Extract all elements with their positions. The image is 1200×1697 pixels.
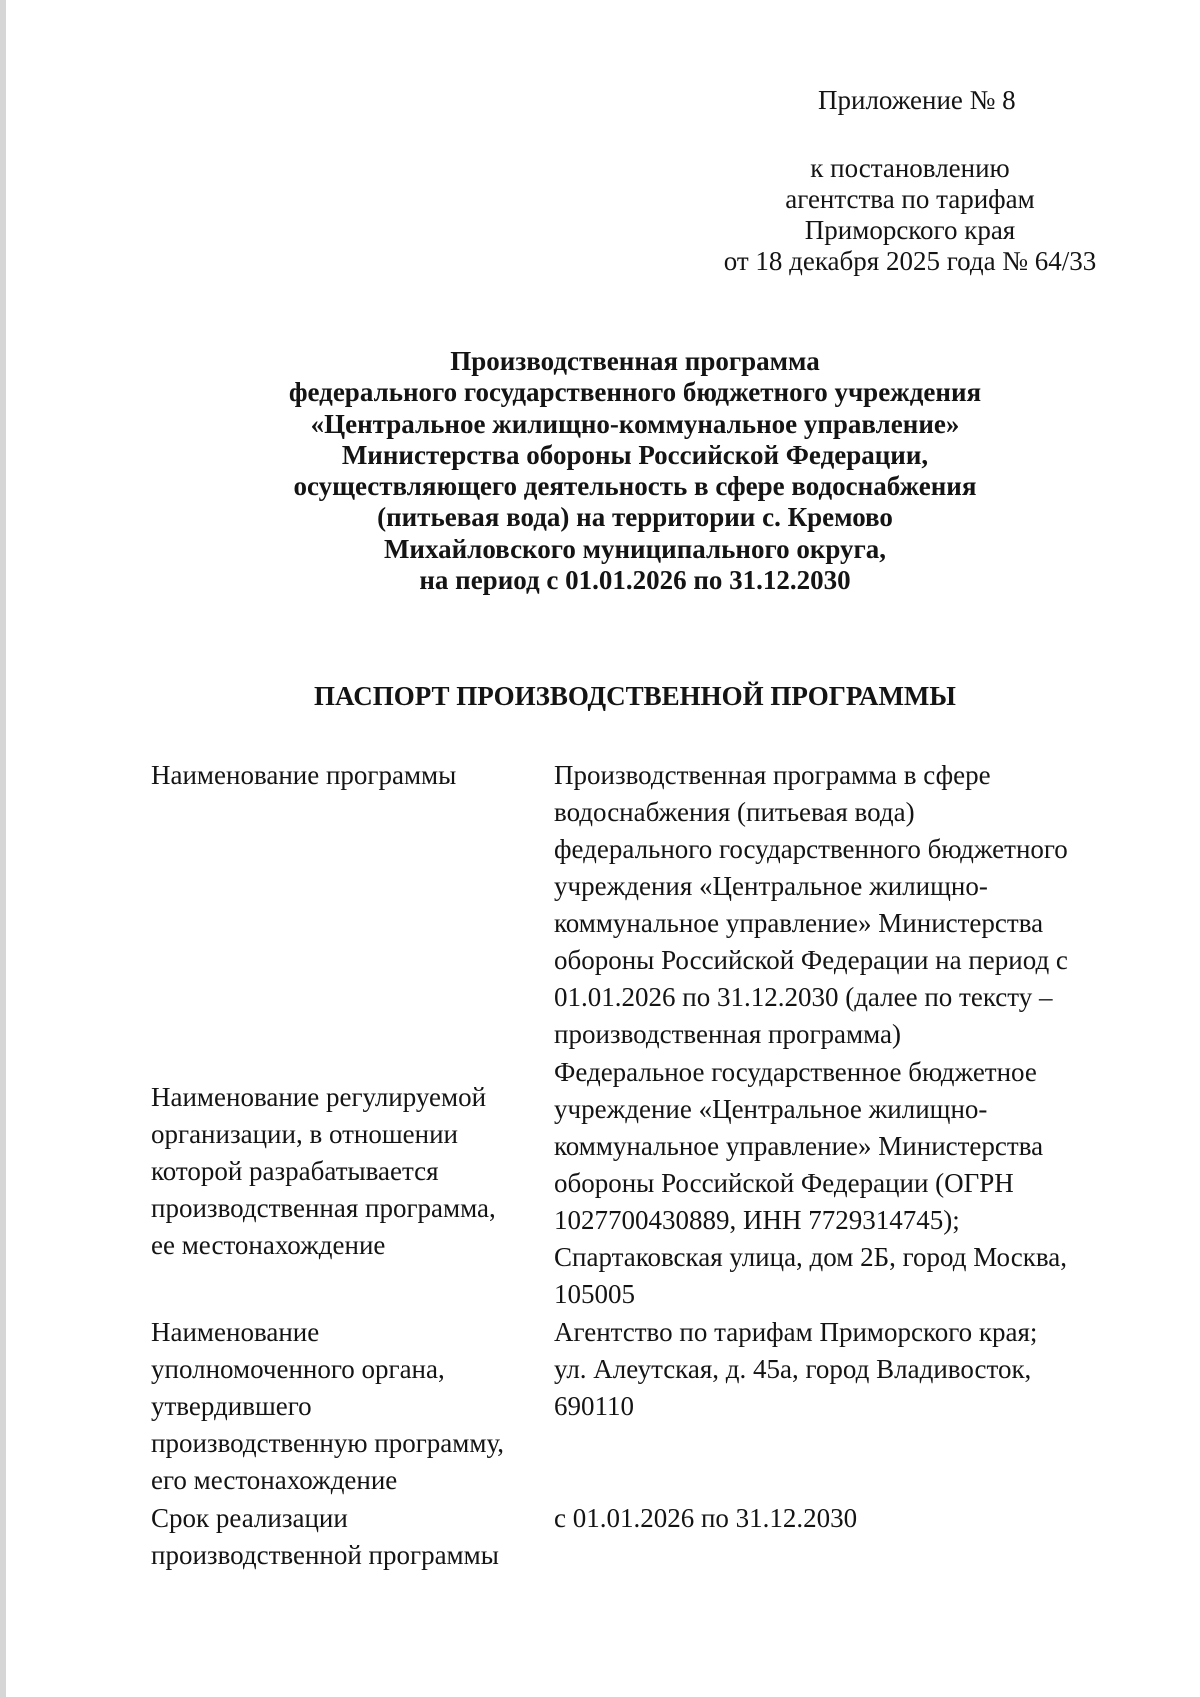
title-line: (питьевая вода) на территории с. Кремово: [377, 502, 893, 533]
value-line: Федеральное государственное бюджетное: [554, 1057, 1037, 1087]
decree-line: агентства по тарифам: [785, 184, 1035, 214]
row-label: [151, 1314, 531, 1499]
passport-heading: ПАСПОРТ ПРОИЗВОДСТВЕННОЙ ПРОГРАММЫ: [314, 681, 956, 711]
title-line: Производственная программа: [450, 346, 820, 376]
label-line: Наименование: [151, 1317, 320, 1347]
decree-line: к постановлению: [810, 153, 1010, 183]
label-line: производственную программу,: [151, 1428, 504, 1458]
value-line: 1027700430889, ИНН 7729314745);: [554, 1205, 960, 1235]
row-label: [151, 1079, 531, 1264]
value-line: 01.01.2026 по 31.12.2030 (далее по тексту –: [554, 982, 1053, 1012]
value-line: 105005: [554, 1279, 635, 1309]
row-value: [554, 1054, 1114, 1313]
label-line: ее местонахождение: [151, 1230, 386, 1260]
value-line: федерального государственного бюджетного: [554, 834, 1068, 864]
appendix-number: Приложение № 8: [818, 85, 1016, 115]
row-label: [151, 1500, 531, 1574]
value-line: учреждения «Центральное жилищно-: [554, 871, 988, 901]
value-line: Спартаковская улица, дом 2Б, город Москва,: [554, 1242, 1067, 1272]
label-line: производственной программы: [151, 1540, 499, 1570]
value-line: с 01.01.2026 по 31.12.2030: [554, 1503, 858, 1533]
title-line: на период с 01.01.2026 по 31.12.2030: [419, 565, 851, 596]
title-line: «Центральное жилищно-коммунальное управление»: [310, 408, 960, 439]
value-line: обороны Российской Федерации (ОГРН: [554, 1168, 1014, 1198]
value-line: коммунальное управление» Министерства: [554, 908, 1044, 938]
decree-reference: [700, 153, 1120, 277]
value-line: водоснабжения (питьевая вода): [554, 797, 915, 827]
value-line: Агентство по тарифам Приморского края;: [554, 1317, 1038, 1347]
title-line: федерального государственного бюджетного учреждения: [288, 377, 982, 408]
row-value: [554, 757, 1114, 1053]
value-line: 690110: [554, 1391, 634, 1421]
label-line: организации, в отношении: [151, 1119, 458, 1149]
label-line: которой разрабатывается: [151, 1156, 439, 1186]
row-value: [554, 1314, 1114, 1425]
row-label: [151, 757, 531, 794]
row-value: [554, 1500, 1114, 1537]
title-line: Министерства обороны Российской Федерации,: [341, 439, 929, 470]
value-line: обороны Российской Федерации на период с: [554, 945, 1068, 975]
decree-line: Приморского края: [804, 215, 1016, 245]
label-line: Наименование программы: [151, 760, 457, 790]
label-line: Срок реализации: [151, 1503, 348, 1533]
value-line: ул. Алеутская, д. 45а, город Владивосток,: [554, 1354, 1032, 1384]
value-line: производственная программа): [554, 1019, 901, 1049]
label-line: Наименование регулируемой: [151, 1082, 487, 1112]
title-line: осуществляющего деятельность в сфере водоснабжения: [293, 471, 977, 502]
label-line: утвердившего: [151, 1391, 312, 1421]
value-line: учреждение «Центральное жилищно-: [554, 1094, 988, 1124]
label-line: его местонахождение: [151, 1465, 398, 1495]
value-line: Производственная программа в сфере: [554, 760, 991, 790]
title-line: Михайловского муниципального округа,: [383, 533, 887, 564]
label-line: уполномоченного органа,: [151, 1354, 445, 1384]
label-line: производственная программа,: [151, 1193, 496, 1223]
value-line: коммунальное управление» Министерства: [554, 1131, 1044, 1161]
decree-line: от 18 декабря 2025 года № 64/33: [723, 246, 1097, 276]
program-title: [160, 346, 1110, 596]
